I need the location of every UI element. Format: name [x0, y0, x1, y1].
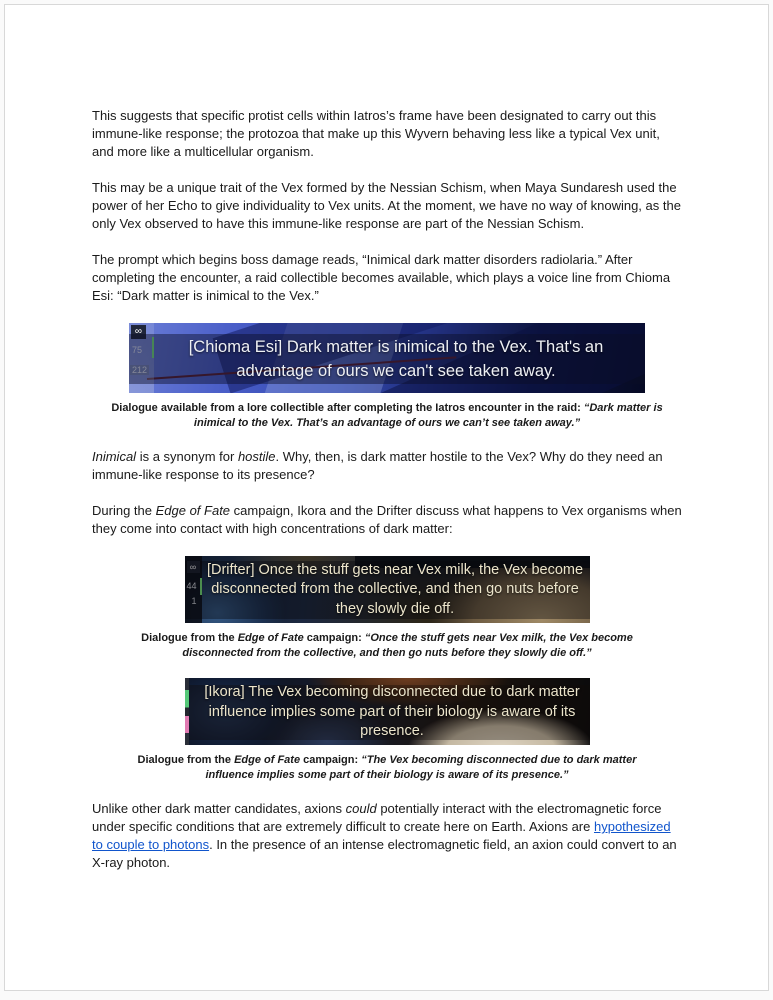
paragraph-text: During the [92, 503, 156, 518]
emphasized-word: hostile [237, 449, 276, 464]
document-page [4, 4, 769, 991]
axion-photon-coupling-link[interactable]: hypothesized to couple to photons [92, 819, 671, 852]
paragraph-text: campaign, Ikora and the Drifter discuss what happens to Vex organisms when they come into contact with high concentrations of dark matter: [92, 503, 682, 536]
hud-reserve-count: 1 [191, 596, 197, 606]
game-screenshot-ikora [185, 678, 590, 745]
subtitle-text: [Drifter] Once the stuff gets near Vex milk, the Vex become disconnected from the collective, and then go nuts before they slowly die off. [206, 561, 584, 617]
paragraph-axions [92, 800, 682, 872]
game-screenshot-drifter [185, 556, 590, 623]
caption-text: campaign: [300, 754, 362, 766]
subtitle-band [129, 334, 645, 384]
figure-caption [109, 401, 665, 430]
hud-mag-count: 75 [132, 345, 143, 355]
paragraph-text: . Why, then, is dark matter hostile to the Vex? Why do they need an immune-like response to its presence? [92, 449, 663, 482]
subtitle-band [189, 685, 590, 740]
paragraph-text: This may be a unique trait of the Vex formed by the Nessian Schism, when Maya Sundaresh used the power of her Echo to give individuality to Vex units. At the moment, we have no way of knowing, as the only Vex observed to have this immune-like response are part of the Nessian Schism. [92, 180, 681, 231]
campaign-title: Edge of Fate [237, 632, 304, 644]
paragraph-inimical-definition [92, 448, 682, 484]
paragraph-text: Unlike other dark matter candidates, axions [92, 801, 346, 816]
figure-caption [136, 631, 638, 660]
caption-text: campaign: [303, 632, 365, 644]
paragraph-text: potentially interact with the electromagnetic force under specific conditions that are extremely difficult to create here on Earth. Axions are [92, 801, 662, 834]
document-content [5, 5, 768, 872]
emphasized-word: could [345, 801, 377, 816]
hud-mag-count: 44 [186, 581, 197, 591]
paragraph-edge-of-fate [92, 502, 682, 538]
hud-reserve-count: 212 [132, 365, 148, 375]
figure-drifter-dialogue [92, 556, 682, 660]
campaign-title: Edge of Fate [155, 503, 231, 518]
subtitle-text: [Chioma Esi] Dark matter is inimical to the Vex. That's an advantage of ours we can't see taken away. [188, 338, 604, 380]
figure-caption [136, 753, 638, 782]
paragraph-text: The prompt which begins boss damage reads, “Inimical dark matter disorders radiolaria.” After completing the encounter, a raid collectible becomes available, which plays a voice line from Chioma Esi: “Dark matter is inimical to the Vex.” [92, 252, 671, 303]
caption-quote: “Once the stuff gets near Vex milk, the Vex become disconnected from the collective, and then go nuts before they slowly die off.” [182, 632, 633, 659]
paragraph-boss-prompt [92, 251, 682, 305]
emphasized-word: Inimical [92, 449, 137, 464]
paragraph-nessian-schism [92, 179, 682, 233]
figure-ikora-dialogue [92, 678, 682, 782]
paragraph-text: is a synonym for [136, 449, 238, 464]
caption-text: Dialogue available from a lore collectible after completing the Iatros encounter in the raid: [111, 402, 584, 414]
paragraph-text: . In the presence of an intense electromagnetic field, an axion could convert to an X-ray photon. [92, 837, 677, 870]
infinity-ammo-icon: ∞ [131, 325, 146, 339]
caption-text: Dialogue from the [141, 632, 238, 644]
infinity-ammo-icon: ∞ [187, 561, 200, 573]
paragraph-text: This suggests that specific protist cells within Iatros’s frame have been designated to carry out this immune-like response; the protozoa that make up this Wyvern behaving less like a typical Vex unit, and more like a multicellular organism. [92, 108, 660, 159]
subtitle-band [185, 561, 590, 619]
subtitle-text: [Ikora] The Vex becoming disconnected due to dark matter influence implies some part of their biology is aware of its presence. [204, 684, 580, 740]
caption-quote: “The Vex becoming disconnected due to dark matter influence implies some part of their biology is aware of its presence.” [205, 754, 637, 781]
figure-chioma-dialogue [92, 323, 682, 430]
game-screenshot-chioma [129, 323, 645, 393]
caption-quote: “Dark matter is inimical to the Vex. That’s an advantage of ours we can’t see taken away.” [193, 402, 663, 429]
paragraph-protist-cells [92, 107, 682, 161]
caption-text: Dialogue from the [137, 754, 235, 766]
campaign-title: Edge of Fate [234, 754, 301, 766]
